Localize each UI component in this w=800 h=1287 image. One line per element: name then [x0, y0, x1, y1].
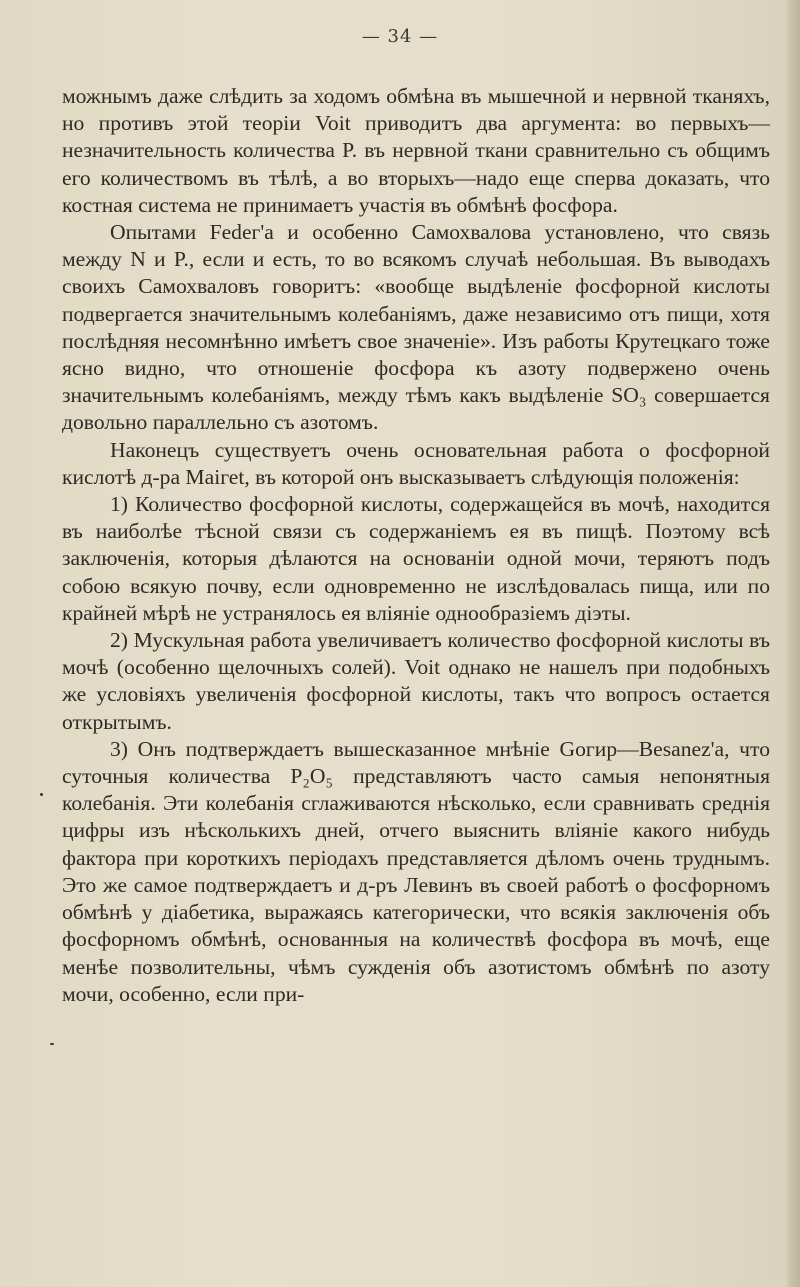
- paragraph-continuation: можнымъ даже слѣдить за ходомъ обмѣна въ мышечной и нервной тканяхъ, но противъ этой теоріи Voit приводитъ два аргумента: во первыхъ—незначительность количества P. въ нервной ткани сравнительно съ общимъ его количествомъ въ тѣлѣ, а во вторыхъ—надо еще сперва доказать, что костная система не принимаетъ участія въ обмѣнѣ фосфора.: [62, 84, 770, 217]
- paper-speck: [40, 793, 43, 796]
- paragraph-feder-samokhvalov: Опытами Fedег'а и особенно Самохвалова установлено, что связь между N и P., если и есть, то во всякомъ случаѣ небольшая. Въ выводахъ своихъ Самохваловъ говоритъ: «вообще выдѣленіе фосфорной кислоты подвергается значительнымъ колебаніямъ, даже независимо отъ пищи, хотя послѣдняя несомнѣнно имѣетъ свое значеніе». Изъ работы Крутецкаго тоже ясно видно, что отношеніе фосфора къ азоту подвержено очень значительнымъ колебаніямъ, между тѣмъ какъ выдѣленіе SO₃ совершается довольно параллельно съ азотомъ.: [62, 220, 770, 435]
- body-text: [62, 83, 770, 1008]
- paragraph-point-2: 2) Мускульная работа увеличиваетъ количество фосфорной кислоты въ мочѣ (особенно щелочныхъ солей). Voit однако не нашелъ при подобныхъ же условіяхъ увеличенія фосфорной кислоты, такъ что вопросъ остается открытымъ.: [62, 628, 770, 734]
- paragraph-point-3: 3) Онъ подтверждаетъ вышесказанное мнѣніе Gогир—Веsanez'а, что суточныя количества P₂O₅ представляютъ часто самыя непонятныя колебанія. Эти колебанія сглаживаются нѣсколько, если сравнивать среднія цифры изъ нѣсколькихъ дней, отчего выяснить вліяніе какого нибудь фактора при короткихъ періодахъ представляется дѣломъ очень труднымъ. Это же самое подтверждаетъ и д-ръ Левинъ въ своей работѣ о фосфорномъ обмѣнѣ у діабетика, выражаясь категорически, что всякія заключенія объ фосфорномъ обмѣнѣ, основанныя на количествѣ фосфора въ мочѣ, еще менѣе позволительны, чѣмъ сужденія объ азотистомъ обмѣнѣ по азоту мочи, особенно, если при-: [62, 736, 770, 1006]
- paper-speck: [50, 1043, 54, 1045]
- page-edge-shadow: [786, 0, 800, 1287]
- paragraph-point-1: 1) Количество фосфорной кислоты, содержащейся въ мочѣ, находится въ наиболѣе тѣсной связи съ содержаніемъ ея въ пищѣ. Поэтому всѣ заключенія, которыя дѣлаются на основаніи одной мочи, теряютъ подъ собою всякую почву, если одновременно не изслѣдовалась пища, или по крайней мѣрѣ не устранялось ея вліяніе однообразіемъ діэты.: [62, 492, 770, 625]
- paragraph-mairet-intro: Наконецъ существуетъ очень основательная работа о фосфорной кислотѣ д-ра Maiгеt, въ которой онъ высказываетъ слѣдующія положенія:: [62, 437, 770, 489]
- page-number: — 34 —: [361, 26, 439, 47]
